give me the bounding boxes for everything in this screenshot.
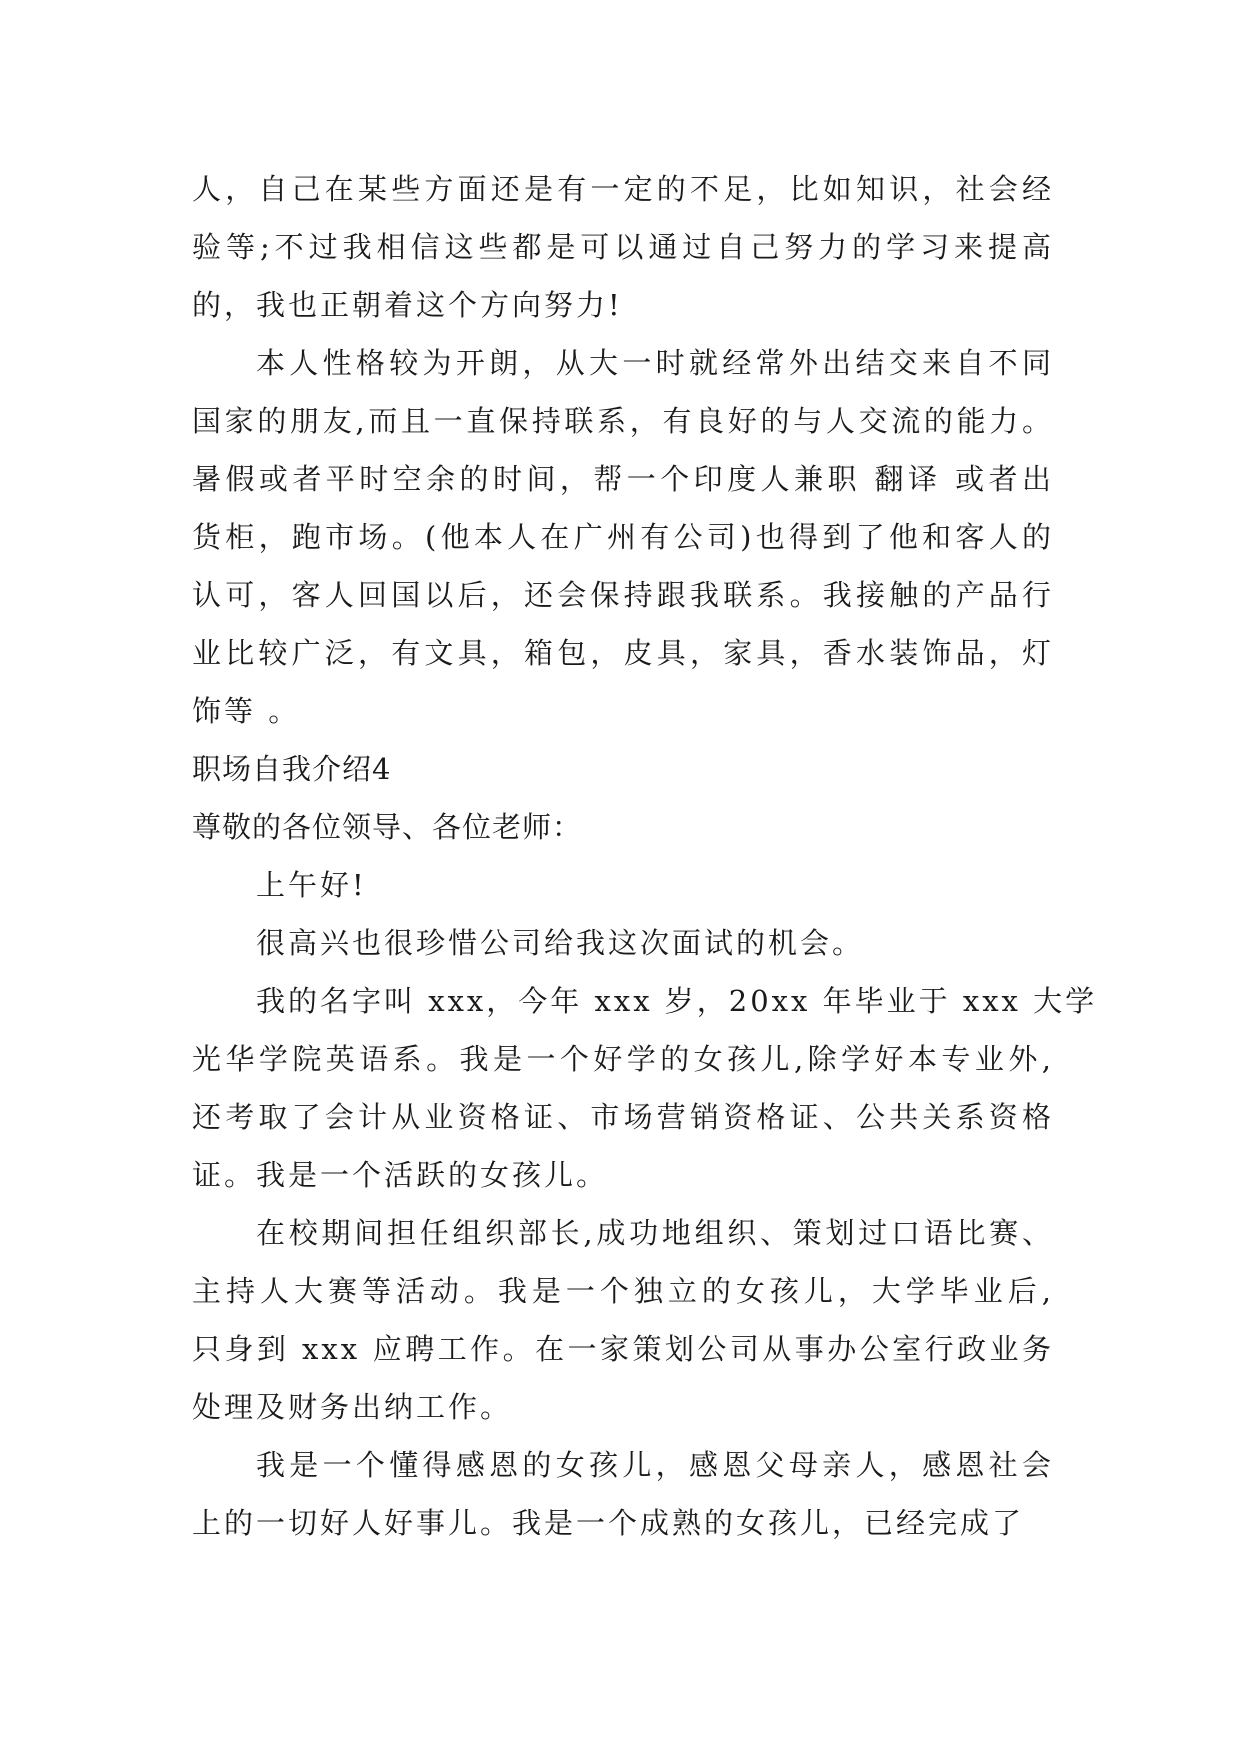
text-line: 尊敬的各位领导、各位老师： [192, 810, 583, 844]
text-line: 还考取了会计从业资格证、市场营销资格证、公共关系资格 [192, 1100, 1054, 1134]
paragraph [192, 334, 1054, 740]
text-line: 货柜，跑市场。(他本人在广州有公司)也得到了他和客人的 [192, 520, 1054, 554]
text-line: 验等;不过我相信这些都是可以通过自己努力的学习来提高 [192, 230, 1054, 264]
paragraph [192, 856, 1054, 914]
text-line: 暑假或者平时空余的时间，帮一个印度人兼职 翻译 或者出 [192, 462, 1054, 496]
paragraph [192, 160, 1054, 334]
text-line: 我的名字叫 xxx，今年 xxx 岁，20xx 年毕业于 xxx 大学 [256, 984, 1098, 1018]
text-line: 职场自我介绍4 [192, 752, 392, 786]
text-line: 饰等 。 [192, 694, 301, 728]
text-line: 光华学院英语系。我是一个好学的女孩儿,除学好本专业外, [192, 1042, 1054, 1076]
text-line: 认可，客人回国以后，还会保持跟我联系。我接触的产品行 [192, 578, 1054, 612]
text-line: 业比较广泛，有文具，箱包，皮具，家具，香水装饰品，灯 [192, 636, 1054, 670]
section-title [192, 740, 1054, 798]
text-line: 上的一切好人好事儿。我是一个成熟的女孩儿，已经完成了 [192, 1506, 1025, 1540]
text-line: 国家的朋友,而且一直保持联系，有良好的与人交流的能力。 [192, 404, 1054, 438]
text-line: 很高兴也很珍惜公司给我这次面试的机会。 [256, 926, 865, 960]
text-line: 在校期间担任组织部长,成功地组织、策划过口语比赛、 [256, 1216, 1054, 1250]
text-line: 上午好! [256, 868, 367, 902]
salutation [192, 798, 1054, 856]
text-line: 我是一个懂得感恩的女孩儿，感恩父母亲人，感恩社会 [256, 1448, 1054, 1482]
paragraph [192, 914, 1054, 972]
paragraph [192, 1204, 1054, 1436]
text-line: 处理及财务出纳工作。 [192, 1390, 513, 1424]
document-body [192, 160, 1098, 1552]
text-line: 证。我是一个活跃的女孩儿。 [192, 1158, 609, 1192]
paragraph [192, 1436, 1054, 1552]
paragraph [192, 972, 1098, 1204]
text-line: 人，自己在某些方面还是有一定的不足，比如知识，社会经 [192, 172, 1054, 206]
text-line: 主持人大赛等活动。我是一个独立的女孩儿，大学毕业后, [192, 1274, 1054, 1308]
text-line: 只身到 xxx 应聘工作。在一家策划公司从事办公室行政业务 [192, 1332, 1054, 1366]
text-line: 的，我也正朝着这个方向努力! [192, 288, 623, 322]
text-line: 本人性格较为开朗，从大一时就经常外出结交来自不同 [256, 346, 1054, 380]
